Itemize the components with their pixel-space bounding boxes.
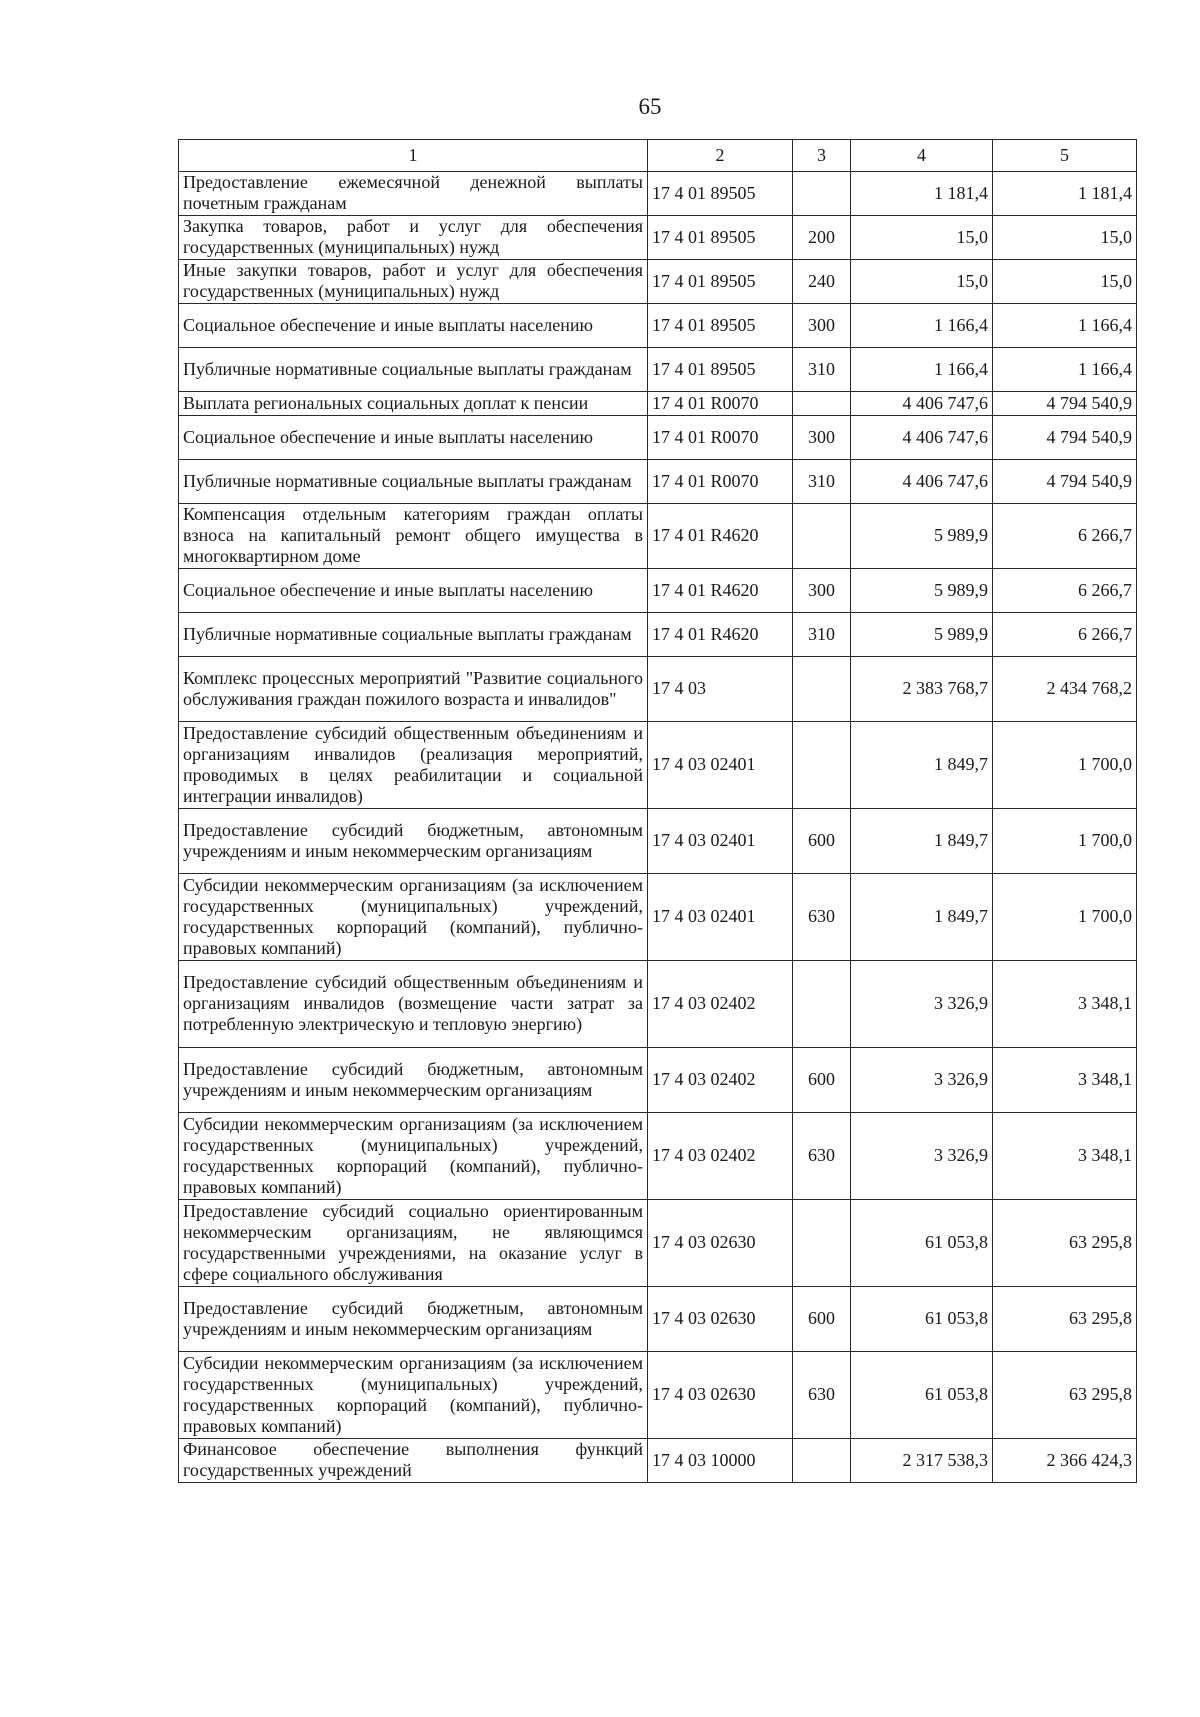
table-row	[179, 569, 1137, 613]
row-value-year-1: 2 317 538,3	[851, 1439, 993, 1483]
row-expense-type	[793, 504, 851, 569]
row-code: 17 4 01 R4620	[648, 504, 793, 569]
row-name: Финансовое обеспечение выполнения функций государственных учреждений	[179, 1439, 648, 1483]
table-row	[179, 216, 1137, 260]
row-name: Закупка товаров, работ и услуг для обеспечения государственных (муниципальных) нужд	[179, 216, 648, 260]
row-code: 17 4 01 89505	[648, 216, 793, 260]
row-value-year-1: 3 326,9	[851, 961, 993, 1048]
row-expense-type	[793, 392, 851, 416]
row-code: 17 4 03 02402	[648, 1048, 793, 1113]
row-value-year-2: 4 794 540,9	[993, 416, 1137, 460]
header-col-3: 3	[793, 140, 851, 172]
row-value-year-2: 1 166,4	[993, 348, 1137, 392]
row-value-year-2: 1 700,0	[993, 874, 1137, 961]
row-name: Компенсация отдельным категориям граждан оплаты взноса на капитальный ремонт общего имущества в многоквартирном доме	[179, 504, 648, 569]
row-expense-type: 300	[793, 569, 851, 613]
table-row	[179, 504, 1137, 569]
row-expense-type	[793, 172, 851, 216]
row-expense-type	[793, 961, 851, 1048]
row-name: Иные закупки товаров, работ и услуг для обеспечения государственных (муниципальных) нужд	[179, 260, 648, 304]
row-value-year-2: 1 166,4	[993, 304, 1137, 348]
row-value-year-2: 63 295,8	[993, 1200, 1137, 1287]
row-value-year-1: 61 053,8	[851, 1352, 993, 1439]
header-row	[179, 140, 1137, 172]
row-value-year-2: 3 348,1	[993, 1048, 1137, 1113]
table-row	[179, 392, 1137, 416]
row-expense-type: 310	[793, 613, 851, 657]
row-name: Субсидии некоммерческим организациям (за исключением государственных (муниципальных) учреждений, государственных корпораций (компаний), публично-правовых компаний)	[179, 874, 648, 961]
row-expense-type: 630	[793, 874, 851, 961]
row-name: Предоставление субсидий бюджетным, автономным учреждениям и иным некоммерческим организациям	[179, 1287, 648, 1352]
row-value-year-2: 3 348,1	[993, 1113, 1137, 1200]
row-name: Предоставление субсидий бюджетным, автономным учреждениям и иным некоммерческим организациям	[179, 1048, 648, 1113]
row-value-year-2: 1 700,0	[993, 809, 1137, 874]
row-value-year-1: 1 181,4	[851, 172, 993, 216]
row-value-year-1: 4 406 747,6	[851, 392, 993, 416]
row-expense-type	[793, 1200, 851, 1287]
header-col-1: 1	[179, 140, 648, 172]
table-row	[179, 874, 1137, 961]
row-code: 17 4 03 02401	[648, 809, 793, 874]
row-value-year-2: 2 434 768,2	[993, 657, 1137, 722]
row-name: Социальное обеспечение и иные выплаты населению	[179, 569, 648, 613]
table-row	[179, 613, 1137, 657]
row-value-year-2: 4 794 540,9	[993, 392, 1137, 416]
row-name: Предоставление субсидий социально ориентированным некоммерческим организациям, не являющимся государственными учреждениями, на оказание услуг в сфере социального обслуживания	[179, 1200, 648, 1287]
row-value-year-1: 2 383 768,7	[851, 657, 993, 722]
row-expense-type	[793, 722, 851, 809]
row-name: Социальное обеспечение и иные выплаты населению	[179, 304, 648, 348]
table-row	[179, 1113, 1137, 1200]
table-row	[179, 809, 1137, 874]
row-code: 17 4 03	[648, 657, 793, 722]
row-value-year-1: 3 326,9	[851, 1113, 993, 1200]
row-code: 17 4 03 02630	[648, 1352, 793, 1439]
row-value-year-2: 6 266,7	[993, 504, 1137, 569]
row-code: 17 4 03 02630	[648, 1287, 793, 1352]
table-row	[179, 1287, 1137, 1352]
budget-table	[178, 139, 1137, 1483]
row-code: 17 4 01 R4620	[648, 569, 793, 613]
row-value-year-1: 1 849,7	[851, 722, 993, 809]
table-row	[179, 460, 1137, 504]
row-value-year-2: 15,0	[993, 216, 1137, 260]
row-code: 17 4 03 02402	[648, 961, 793, 1048]
row-value-year-1: 1 849,7	[851, 809, 993, 874]
row-code: 17 4 01 R4620	[648, 613, 793, 657]
row-expense-type: 310	[793, 348, 851, 392]
row-code: 17 4 01 89505	[648, 304, 793, 348]
table-row	[179, 1352, 1137, 1439]
row-code: 17 4 03 02401	[648, 722, 793, 809]
row-name: Публичные нормативные социальные выплаты гражданам	[179, 348, 648, 392]
row-code: 17 4 01 R0070	[648, 392, 793, 416]
row-expense-type: 300	[793, 304, 851, 348]
table-row	[179, 657, 1137, 722]
row-value-year-1: 1 166,4	[851, 304, 993, 348]
row-name: Публичные нормативные социальные выплаты гражданам	[179, 460, 648, 504]
row-value-year-1: 15,0	[851, 260, 993, 304]
table-row	[179, 348, 1137, 392]
page-number: 65	[638, 94, 662, 119]
table-row	[179, 172, 1137, 216]
row-name: Предоставление ежемесячной денежной выплаты почетным гражданам	[179, 172, 648, 216]
row-expense-type: 600	[793, 809, 851, 874]
row-code: 17 4 03 02402	[648, 1113, 793, 1200]
table-row	[179, 260, 1137, 304]
row-value-year-2: 15,0	[993, 260, 1137, 304]
row-code: 17 4 01 89505	[648, 260, 793, 304]
row-expense-type: 200	[793, 216, 851, 260]
row-expense-type: 600	[793, 1048, 851, 1113]
row-name: Выплата региональных социальных доплат к пенсии	[179, 392, 648, 416]
row-code: 17 4 01 R0070	[648, 416, 793, 460]
row-code: 17 4 01 89505	[648, 348, 793, 392]
table-row	[179, 961, 1137, 1048]
row-code: 17 4 03 10000	[648, 1439, 793, 1483]
table-row	[179, 416, 1137, 460]
row-value-year-1: 1 166,4	[851, 348, 993, 392]
row-name: Предоставление субсидий бюджетным, автономным учреждениям и иным некоммерческим организациям	[179, 809, 648, 874]
table-row	[179, 1048, 1137, 1113]
row-value-year-1: 5 989,9	[851, 504, 993, 569]
row-value-year-2: 1 181,4	[993, 172, 1137, 216]
row-value-year-2: 1 700,0	[993, 722, 1137, 809]
row-value-year-2: 63 295,8	[993, 1352, 1137, 1439]
row-value-year-1: 61 053,8	[851, 1287, 993, 1352]
row-name: Субсидии некоммерческим организациям (за исключением государственных (муниципальных) учреждений, государственных корпораций (компаний), публично-правовых компаний)	[179, 1352, 648, 1439]
row-value-year-2: 2 366 424,3	[993, 1439, 1137, 1483]
header-col-2: 2	[648, 140, 793, 172]
row-expense-type: 600	[793, 1287, 851, 1352]
row-expense-type: 300	[793, 416, 851, 460]
row-value-year-2: 4 794 540,9	[993, 460, 1137, 504]
row-code: 17 4 01 89505	[648, 172, 793, 216]
row-name: Комплекс процессных мероприятий "Развитие социального обслуживания граждан пожилого возраста и инвалидов"	[179, 657, 648, 722]
row-value-year-1: 1 849,7	[851, 874, 993, 961]
row-value-year-2: 3 348,1	[993, 961, 1137, 1048]
row-value-year-1: 4 406 747,6	[851, 460, 993, 504]
row-expense-type: 240	[793, 260, 851, 304]
row-code: 17 4 03 02401	[648, 874, 793, 961]
row-name: Субсидии некоммерческим организациям (за исключением государственных (муниципальных) учреждений, государственных корпораций (компаний), публично-правовых компаний)	[179, 1113, 648, 1200]
row-value-year-1: 4 406 747,6	[851, 416, 993, 460]
header-col-5: 5	[993, 140, 1137, 172]
header-col-4: 4	[851, 140, 993, 172]
row-value-year-1: 5 989,9	[851, 613, 993, 657]
table-row	[179, 304, 1137, 348]
table-row	[179, 1439, 1137, 1483]
row-value-year-2: 6 266,7	[993, 613, 1137, 657]
row-value-year-1: 61 053,8	[851, 1200, 993, 1287]
row-code: 17 4 01 R0070	[648, 460, 793, 504]
row-expense-type: 630	[793, 1113, 851, 1200]
row-expense-type	[793, 657, 851, 722]
row-code: 17 4 03 02630	[648, 1200, 793, 1287]
table-row	[179, 722, 1137, 809]
row-expense-type	[793, 1439, 851, 1483]
row-value-year-1: 5 989,9	[851, 569, 993, 613]
row-expense-type: 630	[793, 1352, 851, 1439]
row-expense-type: 310	[793, 460, 851, 504]
table-row	[179, 1200, 1137, 1287]
row-name: Социальное обеспечение и иные выплаты населению	[179, 416, 648, 460]
row-name: Публичные нормативные социальные выплаты гражданам	[179, 613, 648, 657]
row-name: Предоставление субсидий общественным объединениям и организациям инвалидов (реализация мероприятий, проводимых в целях реабилитации и социальной интеграции инвалидов)	[179, 722, 648, 809]
row-name: Предоставление субсидий общественным объединениям и организациям инвалидов (возмещение части затрат за потребленную электрическую и тепловую энергию)	[179, 961, 648, 1048]
row-value-year-2: 63 295,8	[993, 1287, 1137, 1352]
row-value-year-1: 3 326,9	[851, 1048, 993, 1113]
row-value-year-2: 6 266,7	[993, 569, 1137, 613]
row-value-year-1: 15,0	[851, 216, 993, 260]
